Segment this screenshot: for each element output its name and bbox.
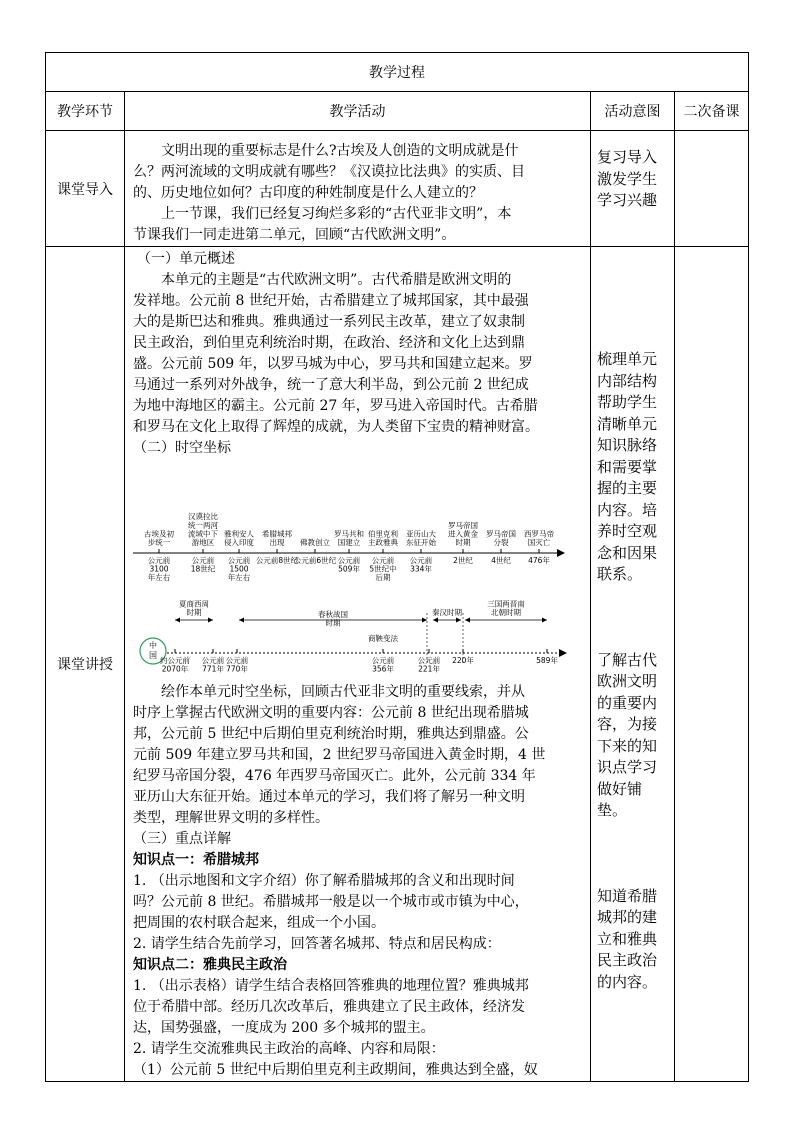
intent-line: 下来的知 xyxy=(597,736,658,755)
intro-activity xyxy=(125,131,591,247)
timeline-event-label: 国灭亡 xyxy=(527,538,551,547)
timeline-event-label: 汉谟拉比 xyxy=(188,512,218,522)
china-period-label: 秦汉时期 xyxy=(432,608,462,617)
header-intent: 活动意图 xyxy=(591,92,675,131)
intent-line: 立和雅典 xyxy=(597,929,658,948)
timeline-event-label: 罗马帝国 xyxy=(448,520,478,530)
summary-line: 类型，理解世界文明的多样性。 xyxy=(133,810,329,826)
kp2-line: 达，国势强盛，一度成为 200 多个城邦的盟主。 xyxy=(133,1020,435,1036)
china-date-label: 公元前 xyxy=(201,656,225,665)
kp2-line: （1）公元前 5 世纪中后期伯里克利主政期间，雅典达到全盛，奴 xyxy=(133,1062,538,1078)
timeline-date-label: 公元前 xyxy=(371,556,395,565)
summary-line: 亚历山大东征开始。通过本单元的学习，我们将了解另一种文明 xyxy=(133,789,525,805)
timeline-date-label: 5世纪中 xyxy=(369,564,397,574)
intent-line: 激发学生 xyxy=(597,169,658,188)
timeline-event-label: 伯里克利 xyxy=(368,529,398,539)
intent-line: 帮助学生 xyxy=(597,393,658,411)
china-period-arrow xyxy=(175,618,180,623)
timeline-event-label: 统一两河 xyxy=(188,520,218,530)
china-axis-arrow xyxy=(559,649,567,657)
timeline-date-label: 年左右 xyxy=(147,573,171,583)
kp1-line: 2. 请学生结合先前学习，回答著名城邦、特点和居民构成： xyxy=(133,936,501,952)
timeline-event-label: 侵入印度 xyxy=(224,538,254,547)
intro-line: 节课我们一同走进第二单元，回顾“古代欧洲文明”。 xyxy=(133,227,456,243)
timeline-event-label: 佛教创立 xyxy=(300,538,330,547)
timeline-event-label: 希腊城邦 xyxy=(262,529,292,539)
overview-line: 和罗马在文化上取得了辉煌的成就，为人类留下宝贵的精神财富。 xyxy=(133,419,539,435)
timeline-date-label: 1500 xyxy=(229,564,249,574)
china-date-label: 770年 xyxy=(226,664,248,674)
china-period-arrow xyxy=(542,618,547,623)
china-period-label: 夏商西周 xyxy=(179,599,209,609)
world-axis-arrow xyxy=(557,549,565,557)
intent-line: 和需要掌 xyxy=(597,457,658,476)
timeline-event-label: 主政雅典 xyxy=(368,538,398,547)
intent-line: 识点学习 xyxy=(597,758,658,776)
intro-line: 文明出现的重要标志是什么?古埃及人创造的文明成就是什 xyxy=(161,143,519,159)
summary-line: 纪罗马帝国分裂，476 年西罗马帝国灭亡。此外，公元前 334 年 xyxy=(133,768,536,784)
timeline-event-label: 国建立 xyxy=(337,538,361,547)
china-date-label: 220年 xyxy=(452,656,474,665)
china-period-label: 春秋战国 xyxy=(318,610,348,619)
timeline-date-label: 公元前8世纪 xyxy=(255,556,299,565)
summary-line: 时序上掌握古代欧洲文明的重要内容：公元前 8 世纪出现希腊城 xyxy=(133,705,529,721)
lecture-activity xyxy=(125,247,591,1082)
kp1-line: 1. （出示地图和文字介绍）你了解希腊城邦的含义和出现时间 xyxy=(133,873,515,889)
timeline-date-label: 18世纪 xyxy=(190,564,216,574)
intent-line: 联系。 xyxy=(597,565,643,583)
china-date-label: 589年 xyxy=(536,656,558,665)
china-period-label: 时期 xyxy=(325,618,341,628)
timeline-date-label: 509年 xyxy=(338,564,360,574)
timeline-event-label: 西罗马帝 xyxy=(524,529,554,539)
intent-line: 知道希腊 xyxy=(597,886,658,905)
timeline-date-label: 476年 xyxy=(528,556,550,565)
china-period-arrow xyxy=(208,618,213,623)
summary-line: 邦，公元前 5 世纪中后期伯里克利统治时期，雅典达到鼎盛。公 xyxy=(133,726,529,742)
overview-line: 马通过一系列对外战争，统一了意大利半岛，到公元前 2 世纪成 xyxy=(133,377,529,393)
intent-line: 内部结构 xyxy=(597,371,658,390)
header-activity: 教学活动 xyxy=(125,92,591,131)
timeline-event-label: 亚历山大 xyxy=(406,529,436,539)
intent-line: 做好铺垫。 xyxy=(597,779,643,819)
china-period-arrow xyxy=(239,618,244,623)
summary-line: 元前 509 年建立罗马共和国，2 世纪罗马帝国进入黄金时期，4 世 xyxy=(133,747,546,763)
timeline-event-label: 流域中下 xyxy=(188,529,218,539)
header-stage: 教学环节 xyxy=(46,92,125,131)
overview-line: 民主政治，到伯里克利统治时期，在政治、经济和文化上达到鼎 xyxy=(133,335,525,351)
timeline-date-label: 2世纪 xyxy=(453,556,473,565)
intent-line: 欧洲文明 xyxy=(597,672,658,690)
china-date-label: 356年 xyxy=(372,664,394,674)
china-period-arrow xyxy=(422,618,427,623)
intent-line: 的重要内 xyxy=(597,693,658,712)
china-date-label: 公元前 xyxy=(225,656,249,665)
intent-line: 复习导入 xyxy=(597,148,658,166)
timeline-date-label: 公元前 xyxy=(147,556,171,565)
china-label-2: 国 xyxy=(149,651,157,660)
lecture-intent xyxy=(591,247,675,1082)
china-date-label: 221年 xyxy=(418,664,440,674)
china-period-label: 北朝时期 xyxy=(491,608,521,617)
overview-line: 本单元的主题是“古代欧洲文明”。古代希腊是欧洲文明的 xyxy=(161,272,512,288)
teaching-process-table xyxy=(45,52,749,1082)
overview-line: 盛。公元前 509 年，以罗马城为中心，罗马共和国建立起来。罗 xyxy=(133,356,533,372)
kp2-line: 2. 请学生交流雅典民主政治的高峰、内容和局限： xyxy=(133,1041,445,1057)
timeline-event-label: 雅利安人 xyxy=(224,529,254,539)
kp2-title: 知识点二：雅典民主政治 xyxy=(133,957,287,973)
timeline-date-label: 334年 xyxy=(410,564,432,574)
intent-line: 容，为接 xyxy=(597,715,658,733)
intro-line: 上一节课，我们已经复习绚烂多彩的“古代亚非文明”，本 xyxy=(161,206,512,222)
timeline-event-label: 罗马帝国 xyxy=(486,529,516,539)
intent-line: 养时空观 xyxy=(597,522,658,540)
timeline-event-label: 罗马共和 xyxy=(334,529,364,539)
timeline-event-label: 出现 xyxy=(269,538,285,547)
intent-line: 民主政治 xyxy=(597,951,658,969)
china-period-arrow xyxy=(456,618,461,623)
intent-line: 了解古代 xyxy=(597,650,658,669)
key-title: （三）重点详解 xyxy=(133,831,231,847)
timeline-event-label: 游地区 xyxy=(191,538,215,547)
timeline-date-label: 公元前 xyxy=(337,556,361,565)
timeline-date-label: 4世纪 xyxy=(491,556,511,565)
china-timeline xyxy=(140,598,567,673)
timeline-date-label: 公元前 xyxy=(227,556,251,565)
china-period-arrow xyxy=(465,618,470,623)
timeline-event-label: 步统一 xyxy=(147,538,171,547)
timeline-date-label: 年左右 xyxy=(227,573,251,583)
overview-line: 发祥地。公元前 8 世纪开始，古希腊建立了城邦国家，其中最强 xyxy=(133,293,529,309)
timeline-event-label: 古埃及初 xyxy=(144,529,174,539)
intent-line: 清晰单元 xyxy=(597,414,658,433)
intent-line: 内容。培 xyxy=(597,500,658,519)
timeline-event-label: 时期 xyxy=(455,538,471,547)
intent-line: 握的主要 xyxy=(597,479,658,497)
stage-intro: 课堂导入 xyxy=(46,131,125,247)
intro-intent xyxy=(591,131,675,247)
china-period-arrow xyxy=(433,618,438,623)
china-date-label: 公元前 xyxy=(417,656,441,665)
kp1-line: 把周围的农村联合起来，组成一个小国。 xyxy=(133,915,385,931)
intent-line: 学习兴趣 xyxy=(597,191,658,209)
table-title: 教学过程 xyxy=(46,53,749,92)
kp1-title: 知识点一：希腊城邦 xyxy=(133,852,259,868)
lecture-revision xyxy=(675,247,749,1082)
china-period-label: 三国两晋南 xyxy=(487,599,525,609)
timeline-date-label: 3100 xyxy=(149,564,169,574)
world-timeline xyxy=(133,511,565,582)
intro-revision xyxy=(675,131,749,247)
timeline-date-label: 后期 xyxy=(375,573,391,583)
china-date-label: 约公元前 xyxy=(160,656,190,665)
kp2-line: 1. （出示表格）请学生结合表格回答雅典的地理位置？雅典城邦 xyxy=(133,978,529,994)
timeline-event-label: 东征开始 xyxy=(406,538,436,547)
summary-line: 绘作本单元时空坐标，回顾古代亚非文明的重要线索，并从 xyxy=(161,684,525,700)
china-date-label: 771年 xyxy=(202,664,224,674)
china-label-1: 中 xyxy=(149,641,157,650)
china-date-label: 2070年 xyxy=(161,664,189,674)
overview-line: 大的是斯巴达和雅典。雅典通过一系列民主改革，建立了奴隶制 xyxy=(133,314,525,330)
china-date-label: 公元前 xyxy=(371,656,395,665)
intent-line: 城邦的建 xyxy=(597,908,658,926)
timeline-event-label: 进入黄金 xyxy=(448,529,478,539)
timeline-date-label: 公元前 xyxy=(191,556,215,565)
intro-line: 么？两河流域的文明成就有哪些？《汉谟拉比法典》的实质、目 xyxy=(133,164,525,180)
kp2-line: 位于希腊中部。经历几次改革后，雅典建立了民主政体，经济发 xyxy=(133,999,525,1015)
intro-line: 的、历史地位如何？古印度的种姓制度是什么人建立的？ xyxy=(133,185,483,201)
intent-line: 梳理单元 xyxy=(597,350,658,368)
kp1-line: 吗？公元前 8 世纪。希腊城邦一般是以一个城市或市镇为中心， xyxy=(133,894,529,910)
intent-line: 的内容。 xyxy=(597,972,658,991)
timeline-date-label: 公元前6世纪 xyxy=(293,556,337,565)
timeline-title: （二）时空坐标 xyxy=(133,440,231,456)
header-revision: 二次备课 xyxy=(675,92,749,131)
timeline-diagram xyxy=(127,463,583,678)
timeline-date-label: 公元前 xyxy=(409,556,433,565)
overview-line: 为地中海地区的霸主。公元前 27 年，罗马进入帝国时代。古希腊 xyxy=(133,398,538,414)
timeline-event-label: 分裂 xyxy=(493,538,509,547)
china-period-label: 时期 xyxy=(186,608,202,617)
intent-line: 知识脉络 xyxy=(597,436,658,454)
china-event-label: 商鞅变法 xyxy=(368,634,398,643)
stage-lecture: 课堂讲授 xyxy=(46,247,125,1082)
overview-title: （一）单元概述 xyxy=(137,251,235,267)
intent-line: 念和因果 xyxy=(597,543,658,562)
